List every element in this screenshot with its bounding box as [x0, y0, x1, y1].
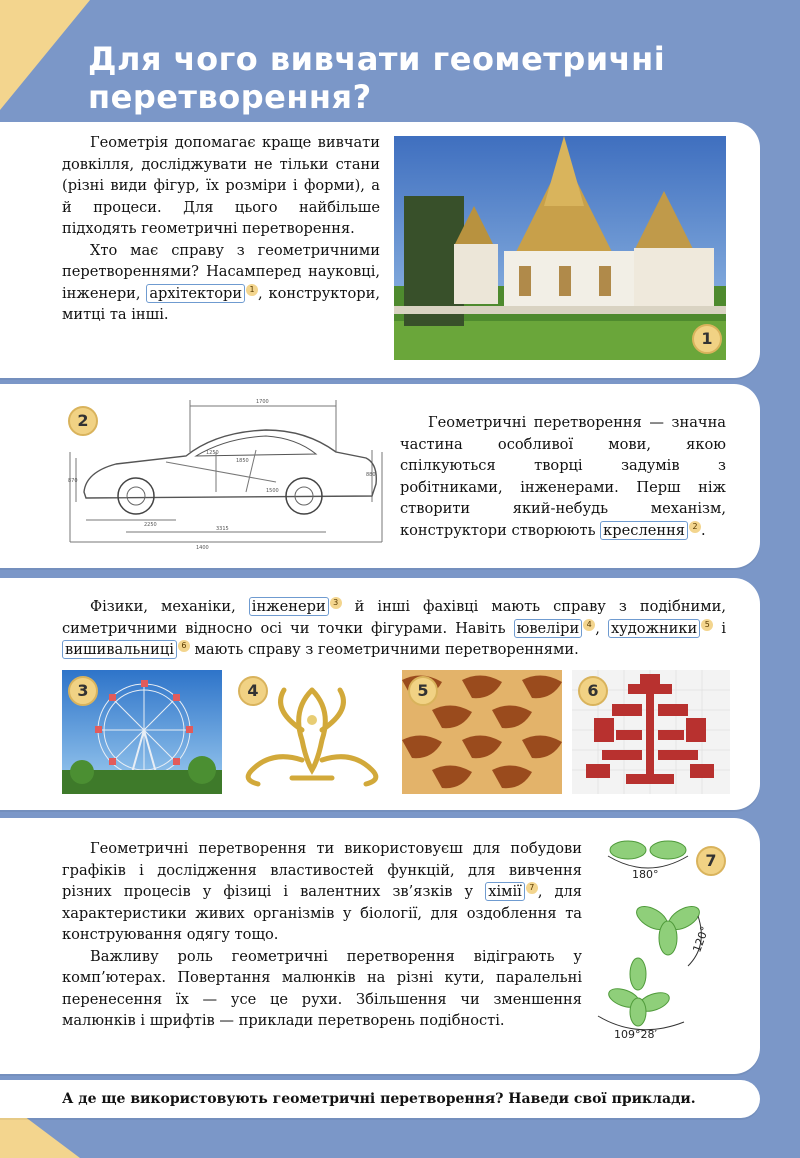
text: , [595, 619, 600, 637]
molecule-orbitals-image [588, 826, 720, 1046]
text: і [713, 619, 727, 637]
angle-label: 180° [632, 868, 659, 881]
image-number-badge: 5 [408, 676, 438, 706]
ref-badge: 2 [689, 521, 701, 533]
dimension-label: 880 [366, 472, 376, 478]
link-drawings[interactable]: креслення [600, 521, 688, 540]
palace-image [394, 136, 726, 360]
dimension-label: 2250 [144, 522, 157, 528]
text: Хто має справу з геометричними перетвореннями? Насамперед науковці, інженери, [62, 241, 380, 302]
link-jewelers[interactable]: ювеліри [514, 619, 583, 638]
image-number-badge: 4 [238, 676, 268, 706]
text: , конструктори, митці та інші. [62, 284, 380, 323]
ref-badge: 4 [583, 619, 595, 631]
text: Фізики, механіки, [90, 598, 236, 615]
dimension-label: 1400 [196, 545, 209, 551]
ref-badge: 1 [246, 284, 258, 296]
section3-text [62, 596, 726, 661]
text: мають справу з геометричними перетвореннями. [189, 641, 579, 658]
text: Геометричні перетворення ти використовуєш для побудови графіків і дослідження властивостей функцій, для вивчення різних процесів у фізиці і валентних зв’язків у [62, 840, 582, 900]
link-engineers[interactable]: інженери [249, 597, 329, 616]
dimension-label: 3315 [216, 526, 229, 532]
angle-label: 109°28′ [614, 1028, 657, 1041]
ref-badge: 3 [330, 597, 342, 609]
section2-text [400, 412, 726, 541]
angle-label: 120° [690, 924, 712, 955]
ref-badge: 6 [178, 640, 190, 652]
car-blueprint-image [66, 392, 386, 552]
text: , для характеристики живих організмів у біології, для оздоблення та конструювання одягу тощо. [62, 883, 582, 943]
ref-badge: 5 [701, 619, 713, 631]
section4-paragraph-2: Важливу роль геометричні перетворення відіграють у комп’ютерах. Повертання малюнків на різні кути, паралельні перенесення їх — усе це рухи. Збільшення чи зменшення малюнків і шрифтів — приклади перетворень подібності. [62, 947, 582, 1029]
dimension-label: 1500 [266, 488, 279, 494]
section1-paragraph-2 [62, 240, 380, 326]
section1-text [62, 132, 380, 326]
text: Геометричні перетворення — значна частина особливої мови, якою спілкуються творці задумів з робітниками, інженерами. Перш ніж створити який-небудь механізм, конструктори створюють [400, 414, 726, 539]
section1-paragraph-1: Геометрія допомагає краще вивчати довкілля, досліджувати не тільки стани (різні види фігур, їх розміри і форми), а й процеси. Для цього найбільше підходять геометричні перетворення. [62, 134, 380, 237]
image-number-badge: 2 [68, 406, 98, 436]
link-architects[interactable]: архітектори [146, 284, 245, 303]
dimension-label: 1700 [256, 399, 269, 405]
link-chemistry[interactable]: хімії [485, 882, 525, 901]
image-number-badge: 6 [578, 676, 608, 706]
closing-question: А де ще використовують геометричні перетворення? Наведи свої приклади. [62, 1091, 696, 1107]
link-embroiderers[interactable]: вишивальниці [62, 640, 177, 659]
image-number-badge: 1 [692, 324, 722, 354]
ref-badge: 7 [526, 882, 538, 894]
section2-paragraph [400, 412, 726, 541]
section4-text [62, 838, 582, 1032]
text: й інші фахівці мають справу з подібними, симетричними відносно осі чи точки фігурами. Навіть [62, 598, 726, 637]
dimension-label: 870 [68, 478, 78, 484]
image-number-badge: 3 [68, 676, 98, 706]
image-number-badge: 7 [696, 846, 726, 876]
section4-paragraph-1 [62, 838, 582, 946]
link-artists[interactable]: художники [608, 619, 700, 638]
dimension-label: 1250 [206, 450, 219, 456]
section3-paragraph [62, 596, 726, 661]
dimension-label: 1850 [236, 458, 249, 464]
page-title: Для чого вивчати геометричні перетворення? [88, 40, 666, 116]
corner-decoration [0, 0, 90, 110]
text: . [701, 521, 706, 539]
